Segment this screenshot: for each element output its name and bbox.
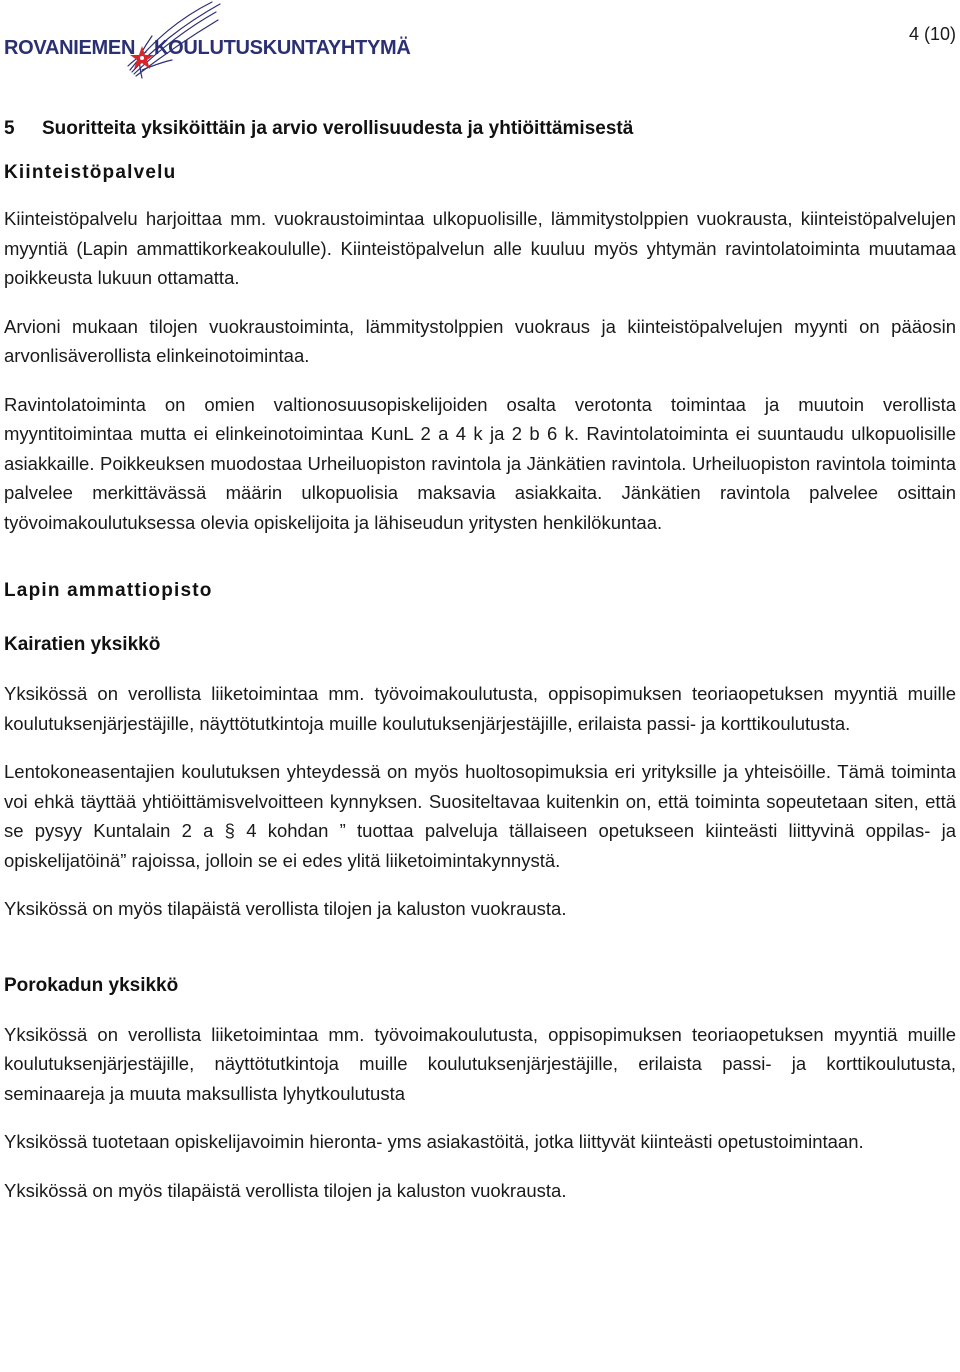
document-body (4, 112, 956, 1205)
logo-text-left: ROVANIEMEN (4, 37, 136, 59)
section-title: Suoritteita yksiköittäin ja arvio verollisuudesta ja yhtiöittämisestä (42, 118, 634, 139)
lapin-ammattiopisto-heading: Lapin ammattiopisto (4, 580, 213, 601)
kairatie-paragraph-3: Yksikössä on myös tilapäistä verollista tilojen ja kaluston vuokrausta. (4, 898, 567, 919)
kairatie-paragraph-2: Lentokoneasentajien koulutuksen yhteydessä on myös huoltosopimuksia eri yrityksille ja yhteisöille. Tämä toiminta voi ehkä täyttää yhtiöittämisvelvoitteen kynnyksen. Suositeltavaa kuitenkin on, että toiminta sopeutetaan siten, että se pysyy Kuntalain 2 a § 4 kohdan ” tuottaa palveluja tällaiseen opetukseen kiinteästi liittyvinä oppilas- ja opiskelijatöinä” rajoissa, jolloin se ei edes ylitä liiketoimintakynnystä. (4, 761, 956, 871)
organization-logo (2, 0, 411, 80)
page-number: 4 (10) (908, 24, 956, 44)
porokatu-heading: Porokadun yksikkö (4, 974, 179, 996)
porokatu-paragraph-2: Yksikössä tuotetaan opiskelijavoimin hieronta- yms asiakastöitä, jotka liittyvät kiinteästi opetustoimintaan. (4, 1131, 864, 1152)
kiinteistopalvelu-paragraph-3: Ravintolatoiminta on omien valtionosuusopiskelijoiden osalta verotonta toimintaa ja muutoin verollista myyntitoimintaa mutta ei elinkeinotoimintaa KunL 2 a 4 k ja 2 b 6 k. Ravintolatoiminta ei suuntaudu ulkopuolisille asiakkaille. Poikkeuksen muodostaa Urheiluopiston ravintola ja Jänkätien ravintola. Urheiluopiston ravintola toiminta palvelee merkittävässä määrin ulkopuolisia maksavia asiakkaita. Jänkätien ravintola palvelee osittain työvoimakoulutuksessa olevia opiskelijoita ja lähiseudun yritysten henkilökuntaa. (4, 393, 956, 533)
kairatie-heading: Kairatien yksikkö (4, 634, 161, 655)
page-header (0, 0, 960, 90)
porokatu-paragraph-1: Yksikössä on verollista liiketoimintaa mm. työvoimakoulutusta, oppisopimuksen teoriaopetuksen myyntiä muille koulutuksenjärjestäjille, näyttötutkintoja muille koulutuksenjärjestäjille, erilaista passi- ja korttikoulutusta, seminaareja ja muuta maksullista lyhytkoulutusta (4, 1023, 956, 1104)
porokatu-paragraph-3: Yksikössä on myös tilapäistä verollista tilojen ja kaluston vuokrausta. (4, 1179, 567, 1201)
kairatie-paragraph-1: Yksikössä on verollista liiketoimintaa mm. työvoimakoulutusta, oppisopimuksen teoriaopetuksen myyntiä muille koulutuksenjärjestäjille, näyttötutkintoja muille koulutuksenjärjestäjille, erilaista passi- ja korttikoulutusta. (4, 683, 956, 734)
kiinteistopalvelu-heading: Kiinteistöpalvelu (4, 162, 177, 183)
kiinteistopalvelu-paragraph-1: Kiinteistöpalvelu harjoittaa mm. vuokraustoimintaa ulkopuolisille, lämmitystolppien vuokrausta, kiinteistöpalvelujen myyntiä (Lapin ammattikorkeakoululle). Kiinteistöpalvelun alle kuuluu myös yhtymän ravintolatoiminta muutamaa poikkeusta lukuun ottamatta. (4, 208, 956, 288)
kiinteistopalvelu-paragraph-2: Arvioni mukaan tilojen vuokraustoiminta, lämmitystolppien vuokraus ja kiinteistöpalvelujen myynti on pääosin arvonlisäverollista elinkeinotoimintaa. (4, 315, 956, 366)
section-heading (4, 112, 956, 146)
section-number: 5 (4, 118, 15, 139)
logo-text-right: KOULUTUSKUNTAYHTYMÄ (154, 37, 411, 59)
